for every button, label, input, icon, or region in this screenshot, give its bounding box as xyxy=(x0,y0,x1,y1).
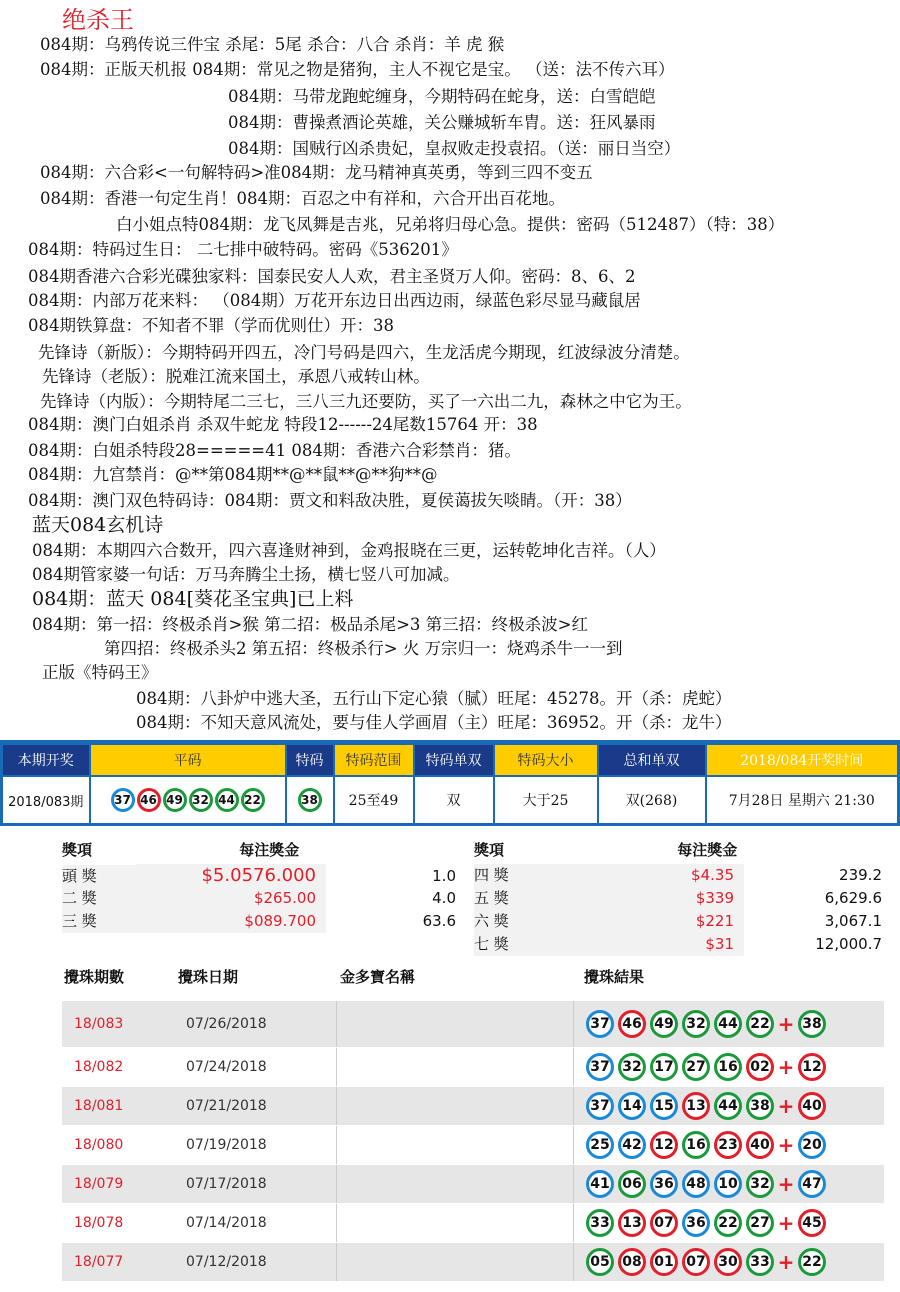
number-ball: 46 xyxy=(618,1010,646,1038)
number-ball: 37 xyxy=(111,788,135,812)
prediction-line: 084期：蓝天 084[葵花圣宝典]已上料 xyxy=(32,588,354,610)
number-ball: 45 xyxy=(798,1209,826,1237)
history-date: 07/21/2018 xyxy=(186,1098,267,1114)
history-balls xyxy=(584,1010,828,1038)
number-ball: 23 xyxy=(714,1131,742,1159)
number-ball: 01 xyxy=(650,1248,678,1276)
number-ball: 12 xyxy=(650,1131,678,1159)
number-ball: 32 xyxy=(189,788,213,812)
history-row xyxy=(62,1048,884,1087)
prediction-line: 084期：马带龙跑蛇缠身，今期特码在蛇身，送：白雪皑皑 xyxy=(228,87,656,106)
prediction-line: 084期：特码过生日： 二七排中破特码。密码《536201》 xyxy=(28,240,458,259)
number-ball: 36 xyxy=(650,1170,678,1198)
draw-result-table xyxy=(0,740,900,826)
history-date: 07/14/2018 xyxy=(186,1215,267,1231)
history-header-date: 攪珠日期 xyxy=(178,968,239,986)
number-ball: 22 xyxy=(241,788,265,812)
header-special-size: 特码大小 xyxy=(494,743,598,777)
history-row xyxy=(62,1165,884,1204)
header-special-odd-even: 特码单双 xyxy=(414,743,494,777)
number-ball: 42 xyxy=(618,1131,646,1159)
prize-count: 1.0 xyxy=(432,867,456,885)
prize-amount: $5.0576.000 xyxy=(136,864,326,887)
prediction-line: 先锋诗（老版）：脱难江流来国土，承恩八戒转山林。 xyxy=(42,367,430,386)
history-name-cell xyxy=(336,1204,574,1242)
prize-count: 4.0 xyxy=(432,889,456,907)
prediction-line: 084期：内部万花来料： （084期）万花开东边日出西边雨，绿蓝色彩尽显马藏鼠居 xyxy=(28,291,641,310)
number-ball: 48 xyxy=(682,1170,710,1198)
prize-table-right xyxy=(474,836,884,956)
number-ball: 36 xyxy=(682,1209,710,1237)
prize-count: 6,629.6 xyxy=(824,889,882,907)
history-name-cell xyxy=(336,1243,574,1281)
header-special-number: 特码 xyxy=(286,743,334,777)
number-ball: 15 xyxy=(650,1092,678,1120)
prediction-line: 084期：澳门双色特码诗：084期：贾文和料敌决胜，夏侯蔼拔矢啖睛。（开：38） xyxy=(28,491,632,510)
number-ball: 40 xyxy=(798,1092,826,1120)
history-date: 07/24/2018 xyxy=(186,1059,267,1075)
prediction-line: 084期：澳门白姐杀肖 杀双牛蛇龙 特段12------24尾数15764 开：38 xyxy=(28,415,538,434)
prize-name: 六 獎 xyxy=(474,910,548,933)
number-ball: 49 xyxy=(650,1010,678,1038)
history-name-cell xyxy=(336,1087,574,1125)
prize-row xyxy=(474,933,884,956)
prediction-line: 084期管家婆一句话：万马奔腾尘土扬，横七竖八可加减。 xyxy=(32,565,460,584)
prize-amount: $221 xyxy=(548,910,744,933)
history-period: 18/077 xyxy=(74,1254,124,1270)
history-row xyxy=(62,1001,884,1048)
special-size: 大于25 xyxy=(494,776,598,824)
history-balls xyxy=(584,1248,828,1276)
number-ball: 38 xyxy=(798,1010,826,1038)
number-ball: 37 xyxy=(586,1092,614,1120)
number-ball: 32 xyxy=(746,1170,774,1198)
prize-amount: $4.35 xyxy=(548,864,744,887)
prize-amount: $31 xyxy=(548,933,744,956)
number-ball: 07 xyxy=(650,1209,678,1237)
plus-sign: + xyxy=(777,1094,795,1118)
header-regular-numbers: 平码 xyxy=(90,743,286,777)
number-ball: 02 xyxy=(746,1053,774,1081)
page-title: 绝杀王 xyxy=(62,6,134,34)
history-period: 18/080 xyxy=(74,1137,124,1153)
number-ball: 40 xyxy=(746,1131,774,1159)
prize-row xyxy=(62,910,460,933)
number-ball: 33 xyxy=(746,1248,774,1276)
history-name-cell xyxy=(336,1165,574,1203)
history-balls xyxy=(584,1053,828,1081)
number-ball: 30 xyxy=(714,1248,742,1276)
plus-sign: + xyxy=(777,1172,795,1196)
plus-sign: + xyxy=(777,1012,795,1036)
plus-sign: + xyxy=(777,1055,795,1079)
number-ball: 07 xyxy=(682,1248,710,1276)
number-ball: 27 xyxy=(682,1053,710,1081)
prediction-line: 蓝天084玄机诗 xyxy=(32,514,164,536)
number-ball: 10 xyxy=(714,1170,742,1198)
history-date: 07/17/2018 xyxy=(186,1176,267,1192)
header-current-draw: 本期开奖 xyxy=(2,743,90,777)
header-next-draw-time: 2018/084开奖时间 xyxy=(706,743,899,777)
number-ball: 47 xyxy=(798,1170,826,1198)
prize-row xyxy=(62,864,460,887)
number-ball: 33 xyxy=(586,1209,614,1237)
special-range: 25至49 xyxy=(334,776,414,824)
prize-header-amount: 每注獎金 xyxy=(239,841,300,859)
prediction-line: 084期香港六合彩光碟独家料：国泰民安人人欢，君主圣贤万人仰。密码：8、6、2 xyxy=(28,267,636,286)
prize-amount: $339 xyxy=(548,887,744,910)
prediction-line: 084期：正版天机报 084期：常见之物是猪狗，主人不视它是宝。 （送：法不传六耳） xyxy=(40,60,675,79)
prediction-line: 084期：八卦炉中逃大圣，五行山下定心猿（腻）旺尾：45278。开（杀：虎蛇） xyxy=(136,689,732,708)
history-row xyxy=(62,1087,884,1126)
number-ball: 37 xyxy=(586,1053,614,1081)
history-header-period: 攪珠期數 xyxy=(64,968,125,986)
number-ball: 32 xyxy=(618,1053,646,1081)
history-period: 18/079 xyxy=(74,1176,124,1192)
number-ball: 41 xyxy=(586,1170,614,1198)
prize-table-left xyxy=(62,836,460,933)
prediction-line: 084期：九宫禁肖：@**第084期**@**鼠**@**狗**@ xyxy=(28,465,438,484)
prediction-line: 084期铁算盘：不知者不罪（学而优则仕）开：38 xyxy=(28,316,394,335)
number-ball: 37 xyxy=(586,1010,614,1038)
number-ball: 16 xyxy=(682,1131,710,1159)
prediction-line: 第四招：终极杀头2 第五招：终极杀行> 火 万宗归一：烧鸡杀牛一一到 xyxy=(104,639,623,658)
history-balls xyxy=(584,1170,828,1198)
prize-header-item: 獎項 xyxy=(62,841,93,859)
history-name-cell xyxy=(336,1001,574,1047)
prize-row xyxy=(474,864,884,887)
plus-sign: + xyxy=(777,1250,795,1274)
number-ball: 49 xyxy=(163,788,187,812)
number-ball: 17 xyxy=(650,1053,678,1081)
prize-name: 五 獎 xyxy=(474,887,548,910)
number-ball: 44 xyxy=(714,1092,742,1120)
history-table xyxy=(62,1001,884,1282)
number-ball: 32 xyxy=(682,1010,710,1038)
prediction-line: 084期：本期四六合数开，四六喜逢财神到，金鸡报晓在三更，运转乾坤化吉祥。（人） xyxy=(32,541,666,560)
prediction-line: 先锋诗（内版）：今期特尾二三七，三八三九还要防，买了一六出二九，森林之中它为王。 xyxy=(40,392,692,411)
history-period: 18/081 xyxy=(74,1098,124,1114)
prediction-line: 084期：不知天意风流处，要与佳人学画眉（主）旺尾：36952。开（杀：龙牛） xyxy=(136,713,732,732)
number-ball: 46 xyxy=(137,788,161,812)
prediction-line: 先锋诗（新版）：今期特码开四五，冷门号码是四六，生龙活虎今期现，红波绿波分清楚。 xyxy=(38,343,690,362)
history-name-cell xyxy=(336,1048,574,1086)
prize-name: 七 獎 xyxy=(474,933,548,956)
history-row xyxy=(62,1243,884,1282)
header-special-range: 特码范围 xyxy=(334,743,414,777)
prize-row xyxy=(474,910,884,933)
special-ball xyxy=(286,776,334,824)
number-ball: 27 xyxy=(746,1209,774,1237)
prize-name: 頭 獎 xyxy=(62,865,136,888)
prediction-line: 白小姐点特084期：龙飞凤舞是吉兆，兄弟将归母心急。提供：密码（512487）（特：38） xyxy=(116,215,785,234)
history-header xyxy=(0,962,900,992)
number-ball: 20 xyxy=(798,1131,826,1159)
history-date: 07/19/2018 xyxy=(186,1137,267,1153)
prize-amount: $089.700 xyxy=(136,910,326,933)
number-ball: 14 xyxy=(618,1092,646,1120)
header-sum-odd-even: 总和单双 xyxy=(598,743,706,777)
history-period: 18/078 xyxy=(74,1215,124,1231)
draw-period: 2018/083期 xyxy=(2,776,90,824)
prize-name: 三 獎 xyxy=(62,910,136,933)
number-ball: 25 xyxy=(586,1131,614,1159)
history-balls xyxy=(584,1209,828,1237)
number-ball: 22 xyxy=(798,1248,826,1276)
history-period: 18/082 xyxy=(74,1059,124,1075)
number-ball: 12 xyxy=(798,1053,826,1081)
history-row xyxy=(62,1126,884,1165)
history-date: 07/12/2018 xyxy=(186,1254,267,1270)
plus-sign: + xyxy=(777,1211,795,1235)
number-ball: 44 xyxy=(215,788,239,812)
history-header-result: 攪珠結果 xyxy=(584,968,645,986)
prediction-line: 正版《特码王》 xyxy=(42,663,158,682)
number-ball: 22 xyxy=(746,1010,774,1038)
history-date: 07/26/2018 xyxy=(186,1016,267,1032)
prediction-line: 084期：白姐杀特段28=====41 084期：香港六合彩禁肖：猪。 xyxy=(28,441,521,460)
history-period: 18/083 xyxy=(74,1016,124,1032)
next-draw-time: 7月28日 星期六 21:30 xyxy=(706,776,899,824)
number-ball: 05 xyxy=(586,1248,614,1276)
number-ball: 13 xyxy=(618,1209,646,1237)
prize-name: 四 獎 xyxy=(474,864,548,887)
prediction-line: 084期：乌鸦传说三件宝 杀尾：5尾 杀合：八合 杀肖：羊 虎 猴 xyxy=(40,35,505,54)
sum-odd-even: 双(268) xyxy=(598,776,706,824)
prize-amount: $265.00 xyxy=(136,887,326,910)
prize-header-amount: 每注獎金 xyxy=(677,841,738,859)
number-ball: 38 xyxy=(298,788,322,812)
prediction-line: 084期：第一招：终极杀肖>猴 第二招：极品杀尾>3 第三招：终极杀波>红 xyxy=(32,615,588,634)
prediction-line: 084期：曹操煮酒论英雄，关公赚城斩车胄。送：狂风暴雨 xyxy=(228,113,656,132)
history-row xyxy=(62,1204,884,1243)
prediction-line: 084期：六合彩<一句解特码>准084期：龙马精神真英勇，等到三四不变五 xyxy=(40,163,593,182)
prize-count: 3,067.1 xyxy=(824,912,882,930)
number-ball: 22 xyxy=(714,1209,742,1237)
number-ball: 44 xyxy=(714,1010,742,1038)
prediction-line: 084期：香港一句定生肖！084期：百忍之中有祥和，六合开出百花地。 xyxy=(40,189,565,208)
history-name-cell xyxy=(336,1126,574,1164)
prize-count: 63.6 xyxy=(422,912,456,930)
plus-sign: + xyxy=(777,1133,795,1157)
history-balls xyxy=(584,1092,828,1120)
regular-balls xyxy=(90,776,286,824)
number-ball: 06 xyxy=(618,1170,646,1198)
prize-row xyxy=(474,887,884,910)
prize-row xyxy=(62,887,460,910)
prize-name: 二 獎 xyxy=(62,887,136,910)
special-odd-even: 双 xyxy=(414,776,494,824)
prize-count: 239.2 xyxy=(839,866,882,884)
number-ball: 08 xyxy=(618,1248,646,1276)
number-ball: 16 xyxy=(714,1053,742,1081)
prize-header-item: 獎項 xyxy=(474,841,505,859)
history-header-name: 金多寶名稱 xyxy=(340,968,416,986)
number-ball: 38 xyxy=(746,1092,774,1120)
history-balls xyxy=(584,1131,828,1159)
prediction-line: 084期：国贼行凶杀贵妃，皇叔败走投袁招。（送：丽日当空） xyxy=(228,139,681,158)
prize-count: 12,000.7 xyxy=(815,935,882,953)
number-ball: 13 xyxy=(682,1092,710,1120)
